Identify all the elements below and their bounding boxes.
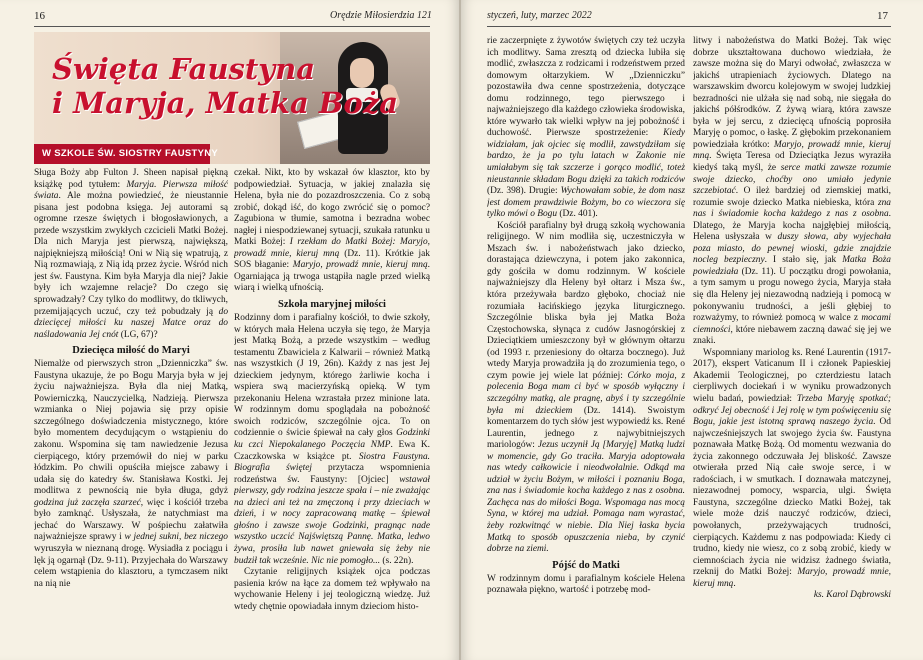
paragraph: Rodzinny dom i parafialny kościół, to dwie szkoły, w których mała Helena uczyła się tego, że Maryja jest Matką Bożą, a przede wszystkim – według testamentu Zbawiciela z Kalwarii – również Matką nas wszystkich (J 19, 26n). Każdy z nas jest Jej dzieckiem jedynym, którego żarliwie kocha i wspiera swą macierzyńską opieką. W tym przekonaniu Helena wzrastała przez minione lata. W rodzinnym domu spoglądała na pobożność swoich rodziców, szczególnie ojca. To on codziennie o świcie śpiewał na cały głos Godzinki ku czci Niepokalanego Poczęcia NMP. Ewa K. Czaczkowska w książce pt. Siostra Faustyna. Biografia świętej przytacza wspomnienia rodzeństwa św. Faustyny: [Ojciec] wstawał pierwszy, gdy rodzina jeszcze spała i – nie zważając na dzieci ani też na zmęczoną i przy dzieciach w dzień, i w nocy zapracowaną matkę – śpiewał głośno i zawsze swoje Godzinki, pragnąc nade wszystko uczcić Najświętszą Pannę. Matka, ledwo żywa, prosiła lub nawet gniewała się żeby nie budził tak wcześnie. Nic nie pomogło... (s. 22n). [234, 313, 430, 566]
paragraph: Wspomniany mariolog ks. René Laurentin (1917-2017), ekspert Vaticanum II i członek Papieskiej Akademii Teologicznej, po czterdziestu latach cierpliwych dociekań i w wyniku prowadzonych wielu badań, powiedział: Trzeba Maryję spotkać; odkryć Jej obecność i Jej rolę w tym poświęceniu się Bogu, jakie jest istotną sprawą naszego życia. Od najwcześniejszych lat swojego życia św. Faustyna poznawała Matkę Bożą. Od momentu wezwania do życia zakonnego odczuwała Jej bliskość. Zawsze otwierała przed Nią całe swoje serce, i w radościach, i w smutkach. I doznawała matczynej, niezawodnej pomocy, wsparcia, ulgi. Święta Faustyna, szczególne dziecko Matki Bożej, tak wiele może dziś nauczyć rodziców, dzieci, powołanych, przeżywających trudności, cierpiących. Każdemu z nas podpowiada: Kiedy ci trudno, kiedy nie wiesz, co z sobą zrobić, kiedy w ciemnościach życia nie widzisz żadnego światła, rzeknij do Matki Bożej: Maryjo, prowadź mnie, kieruj mną. [693, 347, 891, 589]
title-line-2: i Maryja, Matka Boża [52, 86, 398, 120]
paragraph: czekał. Nikt, kto by wskazał ów klasztor, kto by podpowiedział. Sytuacja, w jakiej znalazła się Helena, była nie do pozazdroszczenia. Co z sobą zrobić, dokąd iść, do kogo zwrócić się o pomoc? Zagubiona w tłumie, samotna i bezradna wobec nagłej i niespodziewanej sytuacji, szukała ratunku u Matki Bożej: I rzekłam do Matki Bożej: Maryjo, prowadź mnie, kieruj mną (Dz. 11). Krótkie jak SOS błaganie: Maryjo, prowadź mnie, kieruj mną. Ogarniająca ją trwoga ustąpiła nagle przed wielką wiarą i wielką ufnością. [234, 168, 430, 294]
left-page [0, 0, 459, 660]
left-column-1 [34, 168, 228, 652]
paragraph: Kościół parafialny był drugą szkołą wychowania religijnego. W nim modliła się, uczestniczyła w Mszach św. i nabożeństwach jako dziecko, dorastająca dziewczyna, i potem jako zakonnica, gdy gościła w domu rodzinnym. W kościele najważniejszy dla Heleny był ołtarz i Msza św., która przeżywała bardzo głęboko, chociaż nie rozumiała łacińskiego języka liturgicznego. Szczególnie bliska była jej Matka Boża Częstochowska, słynąca z cudów Jasnogórskiej z Dzieciątkiem umieszczony był w głównym ołtarzu (od 1993 r. przeniesiony do ołtarza bocznego). Już wtedy Maryja prowadziła ją do zrozumienia tego, o czym powie jej wiele lat później: Córko moja, z polecenia Boga mam ci być w sposób wyłączny i szczególny matką, ale pragnę, abyś i ty szczególnie była mi dzieckiem (Dz. 1414). Swoistym komentarzem do tych słów jest wypowiedź ks. René Laurentin, jednego z najwybitniejszych mariologów: Jezus uczynił Ją [Maryję] Matką ludzi w momencie, gdy Go traciła. Maryja adoptowała nas wtedy całkowicie i nieodwołalnie. Odkąd ma udział w życiu Bożym, w miłości i poznaniu Boga, zna nas i świadomie kocha każdego z nas z osobna. Zachęca nas do miłości Boga. Wspomaga nas mocą Syna, w której ma udział. Pomaga nam wyrastać, żeby rozkwitnąć w niebie. Dla Niej łaska bycia Matką to sposób opuszczenia nieba, by czynić dobrze na ziemi. [487, 220, 685, 555]
header-rule [34, 26, 430, 27]
article-title [52, 52, 398, 120]
right-page [461, 0, 923, 660]
page-number: 17 [877, 10, 888, 22]
running-head: styczeń, luty, marzec 2022 [487, 10, 592, 21]
left-column-2 [234, 168, 430, 652]
page-number: 16 [34, 10, 45, 22]
section-label: W SZKOLE ŚW. SIOSTRY FAUSTYNY [42, 148, 219, 159]
subheading-2: Szkoła maryjnej miłości [278, 299, 386, 311]
intro-paragraph: Sługa Boży abp Fulton J. Sheen napisał piękną książkę pod tytułem: Maryja. Pierwsza miłość świata. Ale można powiedzieć, że nieustannie pisana jest podobna księga. Jej autorami są ogromne rzesze świętych i błogosławionych, a przede wszystkim zwykłych czcicieli Matki Bożej. Dla nich Maryja jest pierwszą, największą, najpiękniejszą miłością! Oni w Nią się wpatrują, z Nią rozmawiają, z Nią idą przez życie. Wśród nich jest św. Faustyna. Kim była Maryja dla niej? Jakie były ich wzajemne relacje? Do czego się sprowadzały? Czy tylko do modlitwy, do tkliwych, przemijających uczuć, czy też pobudzały ją do dziecięcej miłości ku naszej Matce oraz do naśladowania Jej cnót (LG, 67)? [34, 168, 228, 340]
header-rule [487, 26, 891, 27]
running-head: Orędzie Miłosierdzia 121 [330, 10, 432, 21]
right-column-2 [693, 36, 891, 652]
right-column-1 [487, 36, 685, 652]
paragraph: litwy i nabożeństwa do Matki Bożej. Tak więc dobrze ukształtowana duchowo wiedziała, że zawsze można się do Maryi odwołać, zwłaszcza w jakichś utrapieniach życiowych. Dlatego na warszawskim dworcu kolejowym w swojej ludzkiej bezradności nie ulżała się nad sobą, nie sięgała do jakichś półśrodków. Z żywą wiarą, która zawsze była w jej sercu, z dziecięcą ufnością poprosiła Maryję o pomoc, o łaskę. Z głębokim przekonaniem powiedziała krótko: Maryjo, prowadź mnie, kieruj mną. Święta Teresa od Dzieciątka Jezus wyraziła kiedyś taką myśl, że serce matki zawsze rozumie swoje dziecko, choćby ono umiało jedynie szczebiotać. O ileż bardziej od ziemskiej matki, rozumie swoje dziecko Matka niebieska, która zna nas i świadomie kocha każdego z nas z osobna. Dlatego, że Maryja kocha najgłębiej miłością, Helena usłyszała w duszy słowa, aby wyjechała poza miasto, do pewnej wioski, gdzie znajdzie nocleg bezpieczny. I stało się, jak Matka Boża powiedziała (Dz. 11). U początku drogi powołania, a tym samym u progu nowego życia, Maryja stała się dla Heleny jej niezawodną nadzieją i pomocą w pokonywaniu trudności, a jeśli głębiej to rozważymy, to również pomocą w walce z mocami ciemności, które niebawem zaczną dawać się jej we znaki. [693, 36, 891, 347]
paragraph: Niemalże od pierwszych stron „Dzienniczka” św. Faustyna ukazuje, że po Bogu Maryja była w jej życiu najważniejsza. Była dla niej Matką, Powierniczką, Nauczycielką, Nadzieją. Pierwsza wzmianka o Niej pojawia się przy opisie szczególnego doświadczenia mistycznego, które było momentem decydującym o wstąpieniu do zakonu. Wspomina się tam nawiedzenie Jezusa cierpiącego, który przemówił do niej w parku łódzkim. Po chwili opuściła miejsce zabawy i udała się do katedry św. Stanisława Kostki. Jej modlitwa z pewnością nie była długa, gdyż godzina już zaczęła szarzeć, więc i kościół trzeba było zamknąć. Usłyszała, że natychmiast ma jechać do Warszawy. W pośpiechu załatwiła najważniejsze sprawy i w jednej sukni, bez niczego wyruszyła w nieznaną drogę. Wysiadła z pociągu i lęk ją ogarnął (Dz. 9-11). Przyjechała do Warszawy celem wstąpienia do klasztoru, a tymczasem nikt na nią nie [34, 359, 228, 589]
section-ribbon [34, 144, 219, 164]
paragraph: Czytanie religijnych książek ojca podczas pasienia krów na łące za domem też wpływało na wychowanie Heleny i jej teologiczną wiedzę. Już wtedy chętnie opowiadała innym dzieciom histo- [234, 567, 430, 612]
paragraph: rie zaczerpnięte z żywotów świętych czy też uczyła ich modlitwy. Sama zresztą od dziecka lubiła się modlić, zwłaszcza z rodzicami i rodzeństwem przed domowym ołtarzykiem. W „Dzienniczku” pozostawiła dwa cenne spostrzeżenia, dotyczące domu rodzinnego, tego pierwszego i najważniejszego dla każdego człowieka środowiska, które wywarło tak wielki wpływ na jej pobożność i duchowość. Pierwsze spostrzeżenie: Kiedy widziałam, jak ojciec się modlił, zawstydziłam się bardzo, że ja po tylu latach w Zakonie nie umiałabym się tak szczerze i gorąco modlić, toteż nieustannie składam Bogu dzięki za takich rodziców (Dz. 398). Drugie: Wychowałam sobie, że dom nasz jest domem prawdziwie Bożym, bo co wieczora się tylko mówi o Bogu (Dz. 401). [487, 36, 685, 220]
title-line-1: Święta Faustyna [52, 52, 315, 86]
author-signature: ks. Karol Dąbrowski [813, 590, 891, 601]
paragraph: W rodzinnym domu i parafialnym kościele Helena poznawała piękno, wartość i potrzebę mod- [487, 573, 685, 596]
subheading-1: Dziecięca miłość do Maryi [72, 345, 190, 357]
subheading-3: Pójść do Matki [552, 559, 620, 571]
